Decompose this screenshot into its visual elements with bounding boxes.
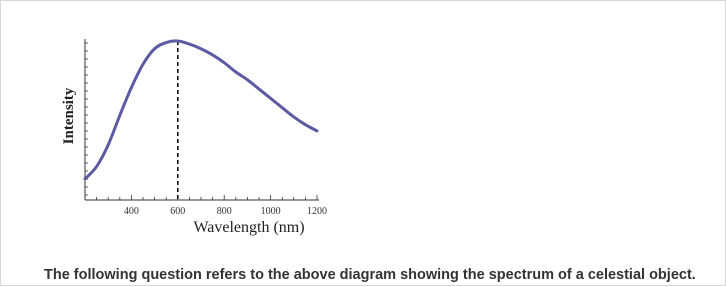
spectrum-curve [85, 41, 317, 179]
y-axis-label: Intensity [60, 87, 77, 145]
question-caption: The following question refers to the above diagram showing the spectrum of a celestial object. [44, 267, 696, 283]
x-tick-label: 1000 [260, 206, 281, 217]
x-tick-label: 800 [216, 206, 232, 217]
spectrum-chart [1, 1, 726, 287]
x-tick-label: 600 [170, 206, 186, 217]
x-tick-label: 1200 [307, 206, 327, 217]
x-axis-label: Wavelength (nm) [193, 219, 305, 236]
chart-axes [85, 39, 319, 200]
x-tick-label: 400 [123, 206, 139, 217]
x-ticks [97, 195, 327, 217]
